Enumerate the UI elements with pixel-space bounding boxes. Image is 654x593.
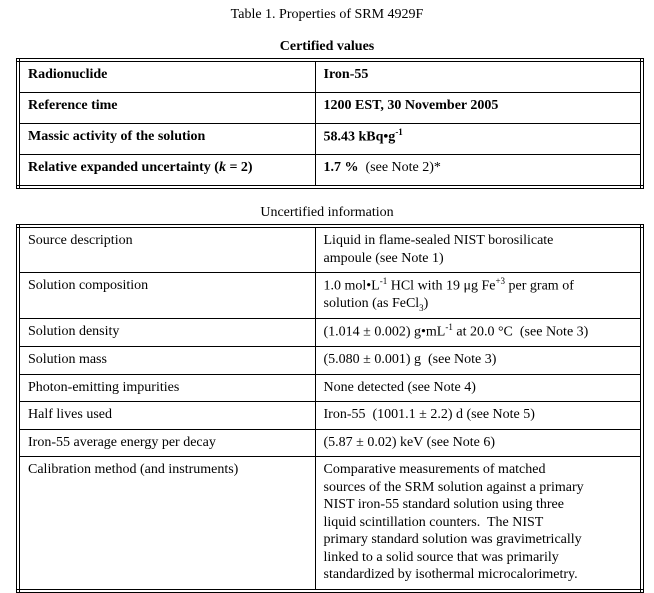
table-row (18, 374, 642, 402)
property-name-cell (18, 155, 315, 188)
text-segment: -1 (379, 276, 388, 286)
property-value-cell (315, 318, 642, 346)
text-segment: 1.7 % (323, 160, 359, 175)
property-value-cell (315, 273, 642, 319)
table-row (18, 155, 642, 188)
table-row (18, 124, 642, 155)
property-value-cell: 1200 EST, 30 November 2005 (315, 93, 642, 124)
property-name-cell: Photon-emitting impurities (18, 374, 315, 402)
property-name-cell: Solution density (18, 318, 315, 346)
text-segment: (see Note 2)* (358, 160, 441, 175)
text-segment: (1.014 ± 0.002) g•mL (323, 324, 446, 340)
text-segment: linked to a solid source that was primarily (323, 549, 559, 565)
uncertified-information-heading: Uncertified information (260, 205, 394, 220)
text-segment: ampoule (see Note 1) (323, 250, 444, 266)
text-segment: 3 (419, 302, 424, 313)
property-value-cell: Iron-55 (315, 60, 642, 93)
table-row (18, 93, 642, 124)
text-segment: -1 (445, 321, 453, 332)
uncertified-information-table (16, 224, 644, 593)
property-value-cell: (5.080 ± 0.001) g (see Note 3) (315, 347, 642, 375)
text-segment: primary standard solution was gravimetrically (323, 532, 582, 548)
property-value-cell (315, 226, 642, 273)
table-row (18, 226, 642, 273)
table-row (18, 60, 642, 93)
property-name-cell: Source description (18, 226, 315, 273)
text-segment: solution (as FeCl (323, 296, 420, 312)
text-segment: +3 (495, 276, 506, 286)
table-row (18, 318, 642, 346)
text-segment: Liquid in flame-sealed NIST borosilicate (323, 233, 554, 248)
property-value-cell: (5.87 ± 0.02) keV (see Note 6) (315, 429, 642, 457)
certified-table-body (18, 60, 642, 187)
text-segment: Relative expanded uncertainty ( (28, 160, 219, 175)
text-segment: -1 (395, 127, 403, 137)
property-value-cell (315, 155, 642, 188)
table-row (18, 402, 642, 430)
table-row (18, 457, 642, 591)
property-name-cell: Solution composition (18, 273, 315, 319)
text-segment: HCl with 19 μg Fe (387, 278, 496, 294)
table-caption: Table 1. Properties of SRM 4929F (230, 7, 424, 22)
text-segment: = 2) (225, 160, 253, 175)
table-row (18, 429, 642, 457)
property-name-cell: Reference time (18, 93, 315, 124)
text-segment: 58.43 kBq•g (323, 129, 396, 145)
property-name-cell: Half lives used (18, 402, 315, 430)
text-segment: ) (423, 296, 429, 312)
property-name-cell: Solution mass (18, 347, 315, 375)
property-name-cell: Radionuclide (18, 60, 315, 93)
table-row (18, 347, 642, 375)
text-segment: 1.0 mol•L (323, 278, 380, 294)
property-value-cell: Iron-55 (1001.1 ± 2.2) d (see Note 5) (315, 402, 642, 430)
property-value-cell (315, 457, 642, 591)
certified-values-heading: Certified values (279, 39, 375, 54)
text-segment: liquid scintillation counters. The NIST (323, 514, 544, 530)
property-value-cell: None detected (see Note 4) (315, 374, 642, 402)
property-value-cell (315, 124, 642, 155)
text-segment: NIST iron-55 standard solution using three (323, 497, 564, 513)
text-segment: Comparative measurements of matched (323, 462, 546, 478)
text-segment: per gram of (505, 278, 574, 294)
text-segment: sources of the SRM solution against a primary (323, 479, 584, 495)
property-name-cell: Iron-55 average energy per decay (18, 429, 315, 457)
text-segment: at 20.0 °C (see Note 3) (452, 324, 589, 340)
property-name-cell: Massic activity of the solution (18, 124, 315, 155)
uncertified-table-body (18, 226, 642, 591)
text-segment: k (218, 160, 226, 175)
certified-values-table (16, 58, 644, 189)
property-name-cell: Calibration method (and instruments) (18, 457, 315, 591)
table-row (18, 273, 642, 319)
text-segment: standardized by isothermal microcalorimetry. (323, 567, 578, 583)
